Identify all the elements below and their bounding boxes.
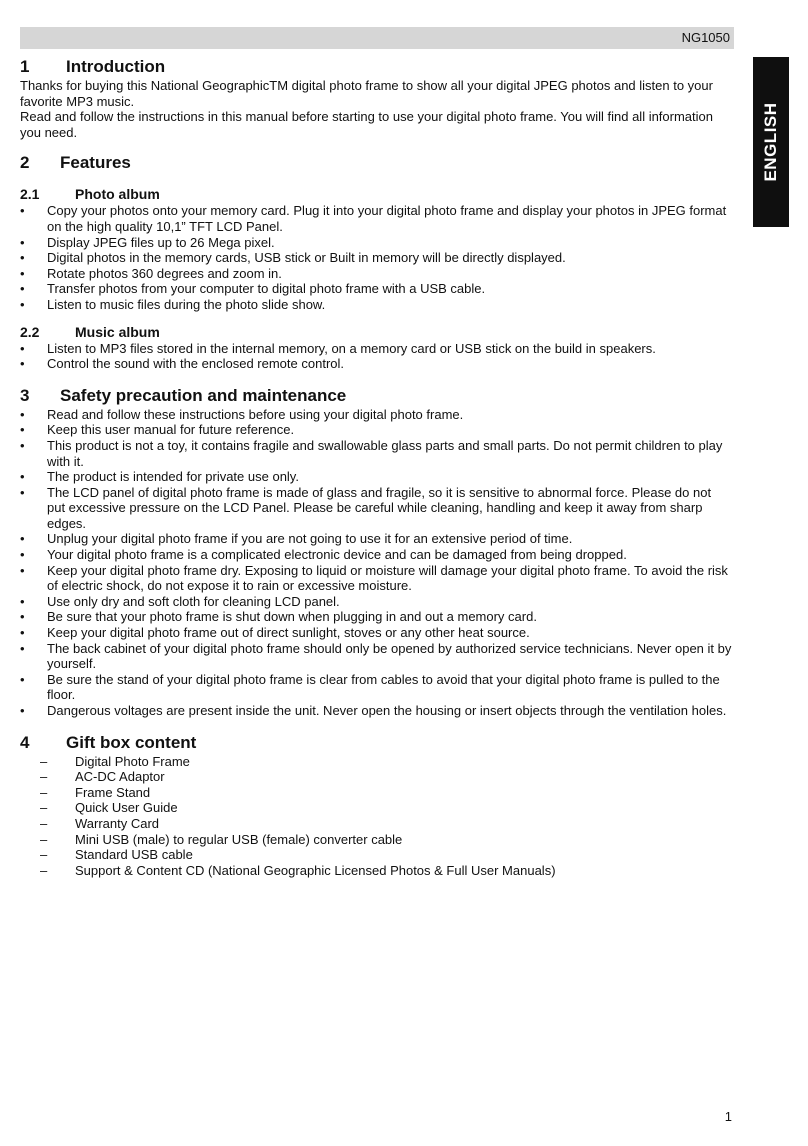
list-item-text: Listen to music files during the photo slide show. xyxy=(47,296,326,312)
list-item xyxy=(20,356,732,372)
bullet-marker: • xyxy=(20,609,25,625)
bullet-marker: • xyxy=(20,265,25,281)
dash-marker: – xyxy=(40,753,48,769)
list-item-text: The product is intended for private use only. xyxy=(47,469,299,485)
list-item xyxy=(20,235,732,251)
list-item xyxy=(20,625,732,641)
manual-content xyxy=(20,54,732,878)
list-item xyxy=(20,341,732,357)
bullet-marker: • xyxy=(20,547,25,563)
list-item-text: Frame Stand xyxy=(75,784,151,800)
list-item xyxy=(20,422,732,438)
music-album-list xyxy=(20,341,732,372)
list-item-text: Mini USB (male) to regular USB (female) converter cable xyxy=(75,831,403,847)
list-item-text: Control the sound with the enclosed remote control. xyxy=(47,356,345,372)
bullet-marker: • xyxy=(20,281,25,297)
list-item-text: Display JPEG files up to 26 Mega pixel. xyxy=(47,234,275,250)
list-item-text: Keep your digital photo frame dry. Exposing to liquid or moisture will damage your digital photo frame. To avoid the risk of electric shock, do not expose it to rain or excessive moisture. xyxy=(47,562,728,594)
list-item xyxy=(20,754,732,770)
list-item-text: Your digital photo frame is a complicated electronic device and can be damaged from being dropped. xyxy=(47,547,627,563)
list-item-text: Rotate photos 360 degrees and zoom in. xyxy=(47,265,282,281)
list-item xyxy=(20,594,732,610)
section-title: Features xyxy=(60,153,131,173)
list-item xyxy=(20,672,732,703)
bullet-marker: • xyxy=(20,484,25,500)
section-title: Gift box content xyxy=(66,732,197,752)
bullet-marker: • xyxy=(20,671,25,687)
dash-marker: – xyxy=(40,769,48,785)
bullet-marker: • xyxy=(20,531,25,547)
dash-marker: – xyxy=(40,862,48,878)
bullet-marker: • xyxy=(20,625,25,641)
list-item xyxy=(20,297,732,313)
subsection-title: Music album xyxy=(75,323,160,340)
list-item xyxy=(20,250,732,266)
intro-paragraph: Read and follow the instructions in this manual before starting to use your digital photo frame. You will find all information you need. xyxy=(20,109,713,140)
list-item xyxy=(20,800,732,816)
list-item xyxy=(20,769,732,785)
list-item-text: Listen to MP3 files stored in the internal memory, on a memory card or USB stick on the build in speakers. xyxy=(47,340,656,356)
language-tab xyxy=(753,57,789,227)
list-item xyxy=(20,847,732,863)
section-number: 4 xyxy=(20,732,30,752)
model-code: NG1050 xyxy=(681,30,730,45)
list-item xyxy=(20,609,732,625)
list-item-text: Digital Photo Frame xyxy=(75,753,190,769)
section-number: 1 xyxy=(20,57,30,76)
list-item xyxy=(20,469,732,485)
dash-marker: – xyxy=(40,831,48,847)
bullet-marker: • xyxy=(20,593,25,609)
list-item-text: Warranty Card xyxy=(75,815,160,831)
bullet-marker: • xyxy=(20,562,25,578)
list-item-text: Quick User Guide xyxy=(75,800,178,816)
gift-box-list xyxy=(20,754,732,879)
bullet-marker: • xyxy=(20,356,25,372)
list-item-text: Read and follow these instructions before using your digital photo frame. xyxy=(47,406,464,422)
page-number: 1 xyxy=(724,1109,732,1124)
section-heading-gift-box xyxy=(20,732,732,754)
list-item xyxy=(20,203,732,234)
dash-marker: – xyxy=(40,784,48,800)
list-item-text: Standard USB cable xyxy=(75,847,193,863)
list-item xyxy=(20,547,732,563)
list-item-text: Digital photos in the memory cards, USB stick or Built in memory will be directly displayed. xyxy=(47,250,566,266)
dash-marker: – xyxy=(40,800,48,816)
dash-marker: – xyxy=(40,815,48,831)
bullet-marker: • xyxy=(20,703,25,718)
list-item xyxy=(20,531,732,547)
bullet-marker: • xyxy=(20,296,25,312)
list-item-text: The LCD panel of digital photo frame is made of glass and fragile, so it is sensitive to abnormal force. Please do not put excessive pressure on the LCD Panel. Please be careful while cleaning, handling and keep it away from sharp edges. xyxy=(47,484,712,531)
header-bar xyxy=(20,27,734,49)
list-item-text: Transfer photos from your computer to digital photo frame with a USB cable. xyxy=(47,281,486,297)
subsection-number: 2.2 xyxy=(20,323,40,340)
list-item-text: Unplug your digital photo frame if you are not going to use it for an extensive period of time. xyxy=(47,531,573,547)
bullet-marker: • xyxy=(20,469,25,485)
list-item-text: Use only dry and soft cloth for cleaning LCD panel. xyxy=(47,593,340,609)
subsection-heading-photo-album xyxy=(20,185,732,203)
bullet-marker: • xyxy=(20,203,25,219)
list-item-text: Be sure the stand of your digital photo frame is clear from cables to avoid that your digital photo frame is pulled to the floor. xyxy=(47,671,720,703)
list-item-text: Support & Content CD (National Geographic Licensed Photos & Full User Manuals) xyxy=(75,862,556,878)
list-item xyxy=(20,863,732,879)
section-heading-introduction xyxy=(20,56,732,78)
bullet-marker: • xyxy=(20,640,25,656)
bullet-marker: • xyxy=(20,437,25,453)
list-item xyxy=(20,785,732,801)
section-heading-features xyxy=(20,152,732,174)
list-item xyxy=(20,563,732,594)
list-item-text: This product is not a toy, it contains fragile and swallowable glass parts and small parts. Do not permit children to play with it. xyxy=(47,437,723,469)
language-label: ENGLISH xyxy=(761,102,780,182)
intro-paragraph: Thanks for buying this National GeographicTM digital photo frame to show all your digital JPEG photos and listen to your favorite MP3 music. xyxy=(20,78,713,109)
list-item-text: Keep your digital photo frame out of direct sunlight, stoves or any other heat source. xyxy=(47,625,530,641)
list-item-text: Dangerous voltages are present inside the unit. Never open the housing or insert objects through the ventilation holes. xyxy=(47,703,727,718)
subsection-number: 2.1 xyxy=(20,186,40,203)
bullet-marker: • xyxy=(20,340,25,356)
list-item xyxy=(20,485,732,532)
bullet-marker: • xyxy=(20,234,25,250)
dash-marker: – xyxy=(40,847,48,863)
list-item xyxy=(20,703,732,719)
list-item xyxy=(20,281,732,297)
section-title: Safety precaution and maintenance xyxy=(60,385,347,405)
section-heading-safety xyxy=(20,385,732,407)
list-item xyxy=(20,816,732,832)
subsection-title: Photo album xyxy=(75,186,160,203)
list-item-text: Be sure that your photo frame is shut down when plugging in and out a memory card. xyxy=(47,609,537,625)
subsection-heading-music-album xyxy=(20,323,732,341)
list-item-text: AC-DC Adaptor xyxy=(75,769,165,785)
list-item xyxy=(20,407,732,423)
section-number: 2 xyxy=(20,153,30,173)
photo-album-list xyxy=(20,203,732,312)
list-item xyxy=(20,641,732,672)
list-item xyxy=(20,266,732,282)
list-item-text: The back cabinet of your digital photo frame should only be opened by authorized service technicians. Never open it by yourself. xyxy=(47,640,732,672)
bullet-marker: • xyxy=(20,422,25,438)
bullet-marker: • xyxy=(20,406,25,422)
section-title: Introduction xyxy=(66,57,166,76)
list-item-text: Keep this user manual for future reference. xyxy=(47,422,295,438)
list-item xyxy=(20,832,732,848)
section-number: 3 xyxy=(20,385,30,405)
list-item-text: Copy your photos onto your memory card. Plug it into your digital photo frame and display your photos in JPEG format on the high quality 10,1” TFT LCD Panel. xyxy=(47,203,727,234)
list-item xyxy=(20,438,732,469)
safety-list xyxy=(20,407,732,719)
bullet-marker: • xyxy=(20,250,25,266)
